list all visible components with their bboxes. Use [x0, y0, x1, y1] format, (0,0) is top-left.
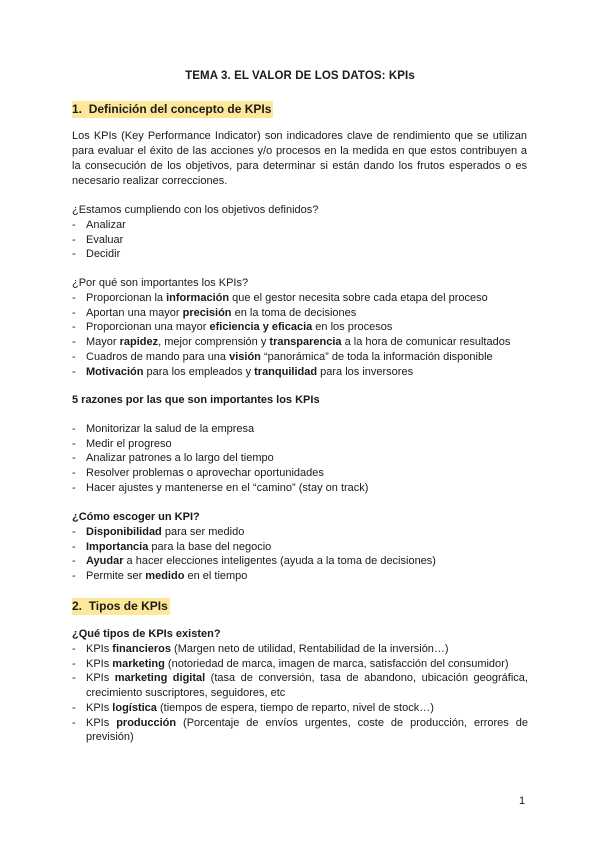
list-dash: -: [72, 555, 76, 568]
text-run: Cuadros de mando para una: [86, 350, 230, 363]
text-run: para los empleados y: [143, 365, 255, 378]
text-run: KPIs: [86, 643, 113, 655]
list-item-text: Decidir: [86, 248, 121, 261]
list-dash: -: [72, 467, 76, 480]
list-item: [72, 716, 528, 745]
bold-term: visión: [229, 350, 261, 363]
list-dash: -: [72, 526, 76, 538]
list-item: [72, 335, 528, 350]
list-item: [72, 481, 528, 496]
list-item: [72, 233, 528, 248]
list-dash: -: [72, 716, 76, 729]
list-dash: -: [72, 481, 76, 494]
list-item: [72, 451, 528, 466]
text-run: KPIs: [86, 672, 115, 685]
text-run: (tasa de conversión, tasa de abandono, ubicación geográfica, crecimiento suscriptores, seguidores, etc: [86, 672, 528, 700]
section-2-title: Tipos de KPIs: [88, 599, 168, 613]
list-dash: -: [72, 350, 76, 363]
choose-kpi-list: [72, 525, 528, 584]
list-dash: -: [72, 657, 76, 670]
text-run: para los inversores: [317, 365, 414, 378]
text-run: KPIs: [86, 657, 113, 670]
list-dash: -: [72, 701, 76, 714]
section-2-heading: [72, 599, 170, 613]
text-run: (Porcentaje de envíos urgentes, coste de producción, errores de previsión): [86, 716, 528, 744]
list-item: [72, 437, 528, 452]
list-item-text: Resolver problemas o aprovechar oportunidades: [86, 467, 324, 480]
section-1-heading: [72, 102, 273, 116]
text-run: Proporcionan una mayor: [86, 321, 210, 334]
reasons-list: [72, 422, 528, 496]
text-run: KPIs: [86, 701, 113, 714]
bold-term: Ayudar: [86, 555, 124, 568]
list-dash: -: [72, 570, 76, 583]
list-item: [72, 291, 528, 306]
list-dash: -: [72, 219, 76, 231]
list-item: [72, 701, 528, 716]
text-run: “panorámica” de toda la información disponible: [260, 350, 493, 363]
list-dash: -: [72, 643, 76, 655]
bold-term: medido: [145, 570, 185, 583]
list-dash: -: [72, 321, 76, 334]
list-dash: -: [72, 233, 76, 246]
list-dash: -: [72, 292, 76, 304]
bold-term: rapidez: [119, 336, 159, 349]
text-run: que el gestor necesita sobre cada etapa del proceso: [229, 292, 488, 304]
list-item: [72, 365, 528, 380]
bold-term: precisión: [182, 306, 232, 319]
text-run: para ser medido: [161, 526, 245, 538]
text-run: Proporcionan la: [86, 292, 167, 304]
list-item: [72, 554, 528, 569]
list-item: [72, 320, 528, 335]
list-dash: -: [72, 437, 76, 450]
list-dash: -: [72, 423, 76, 435]
text-run: KPIs: [86, 716, 117, 729]
bold-term: producción: [116, 716, 177, 729]
text-run: Aportan una mayor: [86, 306, 183, 319]
section-2-heading-highlight: [72, 598, 170, 615]
text-run: (tiempos de espera, tiempo de reparto, nivel de stock…): [156, 701, 434, 714]
kpi-types-subheading: ¿Qué tipos de KPIs existen?: [72, 628, 221, 640]
bold-term: Motivación: [86, 365, 144, 378]
kpi-types-list: [72, 642, 528, 745]
section-1-title: Definición del concepto de KPIs: [88, 102, 272, 116]
list-item-text: Analizar: [86, 219, 126, 231]
list-item: [72, 422, 528, 437]
section-2-number: 2.: [72, 599, 83, 613]
bold-term: Disponibilidad: [86, 526, 162, 538]
list-item: [72, 306, 528, 321]
text-run: (Margen neto de utilidad, Rentabilidad de la inversión…): [170, 643, 449, 655]
page-number: 1: [519, 795, 526, 807]
list-item: [72, 247, 528, 262]
bold-term: eficiencia y eficacia: [209, 321, 313, 334]
section-1-heading-highlight: [72, 101, 273, 118]
list-item-text: Evaluar: [86, 233, 124, 246]
text-run: , mejor comprensión y: [158, 336, 270, 349]
text-run: Permite ser: [86, 570, 146, 583]
section-1-number: 1.: [72, 102, 83, 116]
bold-term: tranquilidad: [254, 365, 318, 378]
list-dash: -: [72, 306, 76, 319]
bold-term: financieros: [112, 643, 171, 655]
text-run: Mayor: [86, 336, 120, 349]
list-item: [72, 569, 528, 584]
list-item-text: Medir el progreso: [86, 437, 172, 450]
list-item-text: Analizar patrones a lo largo del tiempo: [86, 452, 274, 465]
text-run: en los procesos: [312, 321, 393, 334]
list-item: [72, 350, 528, 365]
text-run: para la base del negocio: [148, 540, 272, 553]
bold-term: Importancia: [86, 540, 149, 553]
choose-kpi-heading: ¿Cómo escoger un KPI?: [72, 511, 200, 523]
text-run: a hacer elecciones inteligentes (ayuda a la toma de decisiones): [123, 555, 436, 568]
list-dash: -: [72, 452, 76, 465]
list-dash: -: [72, 248, 76, 261]
text-run: (notoriedad de marca, imagen de marca, satisfacción del consumidor): [164, 657, 509, 670]
list-dash: -: [72, 672, 76, 685]
list-item: [72, 540, 528, 555]
list-item-text: Hacer ajustes y mantenerse en el “camino” (stay on track): [86, 481, 369, 494]
list-item: [72, 642, 528, 657]
bold-term: información: [166, 292, 230, 304]
list-item: [72, 525, 528, 540]
list-item: [72, 218, 528, 233]
document-title: TEMA 3. EL VALOR DE LOS DATOS: KPIs: [185, 70, 415, 82]
bold-term: marketing digital: [114, 672, 206, 685]
text-run: en el tiempo: [184, 570, 248, 583]
bold-term: logística: [112, 701, 157, 714]
list-dash: -: [72, 336, 76, 349]
question-objectives: ¿Estamos cumpliendo con los objetivos definidos?: [72, 204, 319, 216]
list-item: [72, 671, 528, 700]
bold-term: transparencia: [269, 336, 342, 349]
question-importance: ¿Por qué son importantes los KPIs?: [72, 277, 249, 289]
bold-term: marketing: [112, 657, 165, 670]
list-dash: -: [72, 540, 76, 553]
intro-paragraph: Los KPIs (Key Performance Indicator) son indicadores clave de rendimiento que se utilizan para evaluar el éxito de las acciones y/o procesos en la medida en que estos contribuyen a la consecución de los objetivos, para determinar si están dando los frutos esperados o es necesario realizar correcciones.: [72, 130, 527, 187]
importance-list: [72, 291, 528, 379]
list-dash: -: [72, 365, 76, 378]
objectives-list: [72, 218, 528, 262]
list-item: [72, 466, 528, 481]
list-item-text: Monitorizar la salud de la empresa: [86, 423, 255, 435]
text-run: a la hora de comunicar resultados: [341, 336, 511, 349]
text-run: en la toma de decisiones: [231, 306, 357, 319]
reasons-heading: 5 razones por las que son importantes los KPIs: [72, 394, 320, 406]
list-item: [72, 657, 528, 672]
